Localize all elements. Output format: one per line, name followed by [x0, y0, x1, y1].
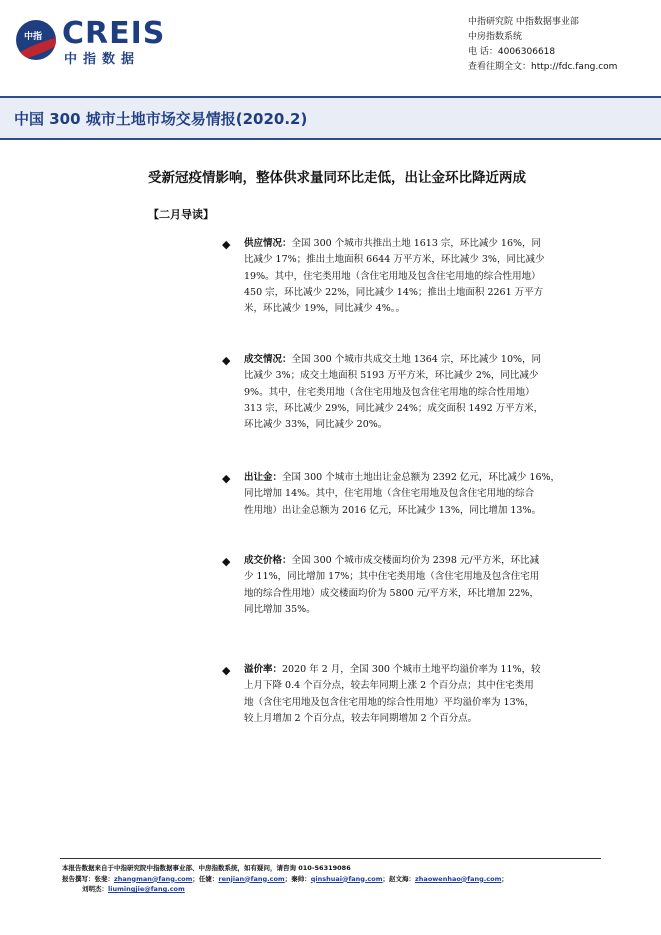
bullet-line: 比减少 3%；成交土地面积 5193 万平方米，环比减少 2%，同比减少: [244, 370, 539, 382]
bullet-line: 米，环比减少 19%，同比减少 4%。。: [244, 303, 405, 315]
bullet-line: 少 11%，同比增加 17%；其中住宅类用地（含住宅用地及包含住宅用: [244, 571, 540, 583]
report-title: 中国 300 城市土地市场交易情报(2020.2): [14, 110, 308, 128]
bullet-line: 较上月增加 2 个百分点，较去年同期增加 2 个百分点。: [244, 712, 478, 724]
footer-text: 报告撰写：张斐：: [62, 874, 114, 883]
footer: [62, 863, 607, 895]
bullet-line: 全国 300 个城市共成交土地 1364 宗，环比减少 10%，同: [291, 354, 542, 365]
author-email-link[interactable]: zhaowenhao@fang.com: [415, 874, 502, 883]
bullet-line: 450 宗，环比减少 22%，同比减少 14%；推出土地面积 2261 万平方: [244, 286, 544, 298]
bullet-text: [244, 553, 608, 618]
logo-chinese: 中指数据: [64, 52, 141, 67]
report-title-bar: [0, 96, 661, 140]
creis-logo: [16, 16, 191, 67]
bullet-line: 同比增加 35%。: [244, 603, 316, 615]
bullet-text: [244, 352, 608, 433]
diamond-bullet-icon: ◆: [222, 555, 231, 568]
contact-website[interactable]: 查看往期全文：http://fdc.fang.com: [468, 62, 618, 72]
section-label: 【二月导读】: [148, 208, 214, 221]
contact-phone: 电 话：4006306618: [468, 47, 556, 57]
bullet-label: 溢价率：: [244, 664, 283, 675]
diamond-bullet-icon: ◆: [222, 664, 231, 677]
contact-info: [468, 15, 617, 75]
bullet-label: 供应情况：: [244, 238, 292, 249]
diamond-bullet-icon: ◆: [222, 238, 231, 251]
bullet-text: [244, 662, 608, 727]
bullet-line: 9%。其中，住宅类用地（含住宅用地及包含住宅用地的综合性用地）: [244, 386, 535, 398]
bullet-line: 性用地）出让金总额为 2016 亿元，环比减少 13%，同比增加 13%。: [244, 504, 541, 516]
bullet-line: 环比减少 33%，同比减少 20%。: [244, 419, 388, 431]
headline: 受新冠疫情影响，整体供求量同环比走低，出让金环比降近两成: [148, 170, 526, 186]
bullet-line: 全国 300 个城市土地出让金总额为 2392 亿元，环比减少 16%，: [282, 472, 561, 483]
bullet-line: 313 宗，环比减少 29%，同比减少 24%；成交面积 1492 万平方米，: [244, 402, 544, 414]
footer-text: ；: [501, 874, 508, 883]
footer-authors-2: [62, 884, 607, 895]
bullet-label: 出让金：: [244, 472, 283, 483]
footer-authors: [62, 874, 607, 885]
author-email-link[interactable]: qinshuai@fang.com: [310, 874, 383, 883]
bullet-text: [244, 470, 608, 519]
diamond-bullet-icon: ◆: [222, 472, 231, 485]
diamond-bullet-icon: ◆: [222, 354, 231, 367]
bullet-line: 全国 300 个城市成交楼面均价为 2398 元/平方米，环比减: [291, 555, 540, 566]
bullet-line: 地（含住宅用地及包含住宅用地的综合性用地）平均溢价率为 13%，: [244, 696, 535, 708]
bullet-line: 地的综合性用地）成交楼面均价为 5800 元/平方米，环比增加 22%，: [244, 587, 540, 599]
bullet-line: 全国 300 个城市共推出土地 1613 宗，环比减少 16%，同: [291, 238, 542, 249]
contact-org: 中指研究院 中指数据事业部: [468, 17, 579, 27]
author-email-link[interactable]: zhangman@fang.com: [114, 874, 193, 883]
bullet-label: 成交价格：: [244, 555, 292, 566]
logo-emblem-icon: [16, 20, 56, 60]
contact-system: 中房指数系统: [468, 32, 523, 42]
logo-seal-text: 中指: [24, 32, 43, 42]
footer-text: ；任婕：: [192, 874, 219, 883]
bullet-line: 19%。其中，住宅类用地（含住宅用地及包含住宅用地的综合性用地）: [244, 270, 541, 282]
bullet-label: 成交情况：: [244, 354, 292, 365]
footer-source: 本报告数据来自于中指研究院中指数据事业部、中房指数系统，如有疑问，请咨询 010-56319086: [62, 864, 351, 872]
bullet-line: 上月下降 0.4 个百分点，较去年同期上涨 2 个百分点；其中住宅类用: [244, 680, 534, 692]
footer-divider: [60, 858, 601, 859]
author-email-link[interactable]: liumingjie@fang.com: [108, 885, 185, 893]
footer-text: ；赵文海：: [382, 874, 416, 883]
bullet-text: [244, 236, 608, 317]
footer-text: 刘明杰：: [82, 885, 108, 893]
bullet-line: 比减少 17%；推出土地面积 6644 万平方米，环比减少 3%，同比减少: [244, 254, 545, 266]
author-email-link[interactable]: renjian@fang.com: [218, 874, 285, 883]
logo-brand: CREIS: [62, 16, 166, 51]
bullet-line: 2020 年 2 月，全国 300 个城市土地平均溢价率为 11%，较: [282, 664, 541, 675]
bullet-line: 同比增加 14%。其中，住宅用地（含住宅用地及包含住宅用地的综合: [244, 488, 535, 500]
footer-text: ；秦帅：: [284, 874, 311, 883]
